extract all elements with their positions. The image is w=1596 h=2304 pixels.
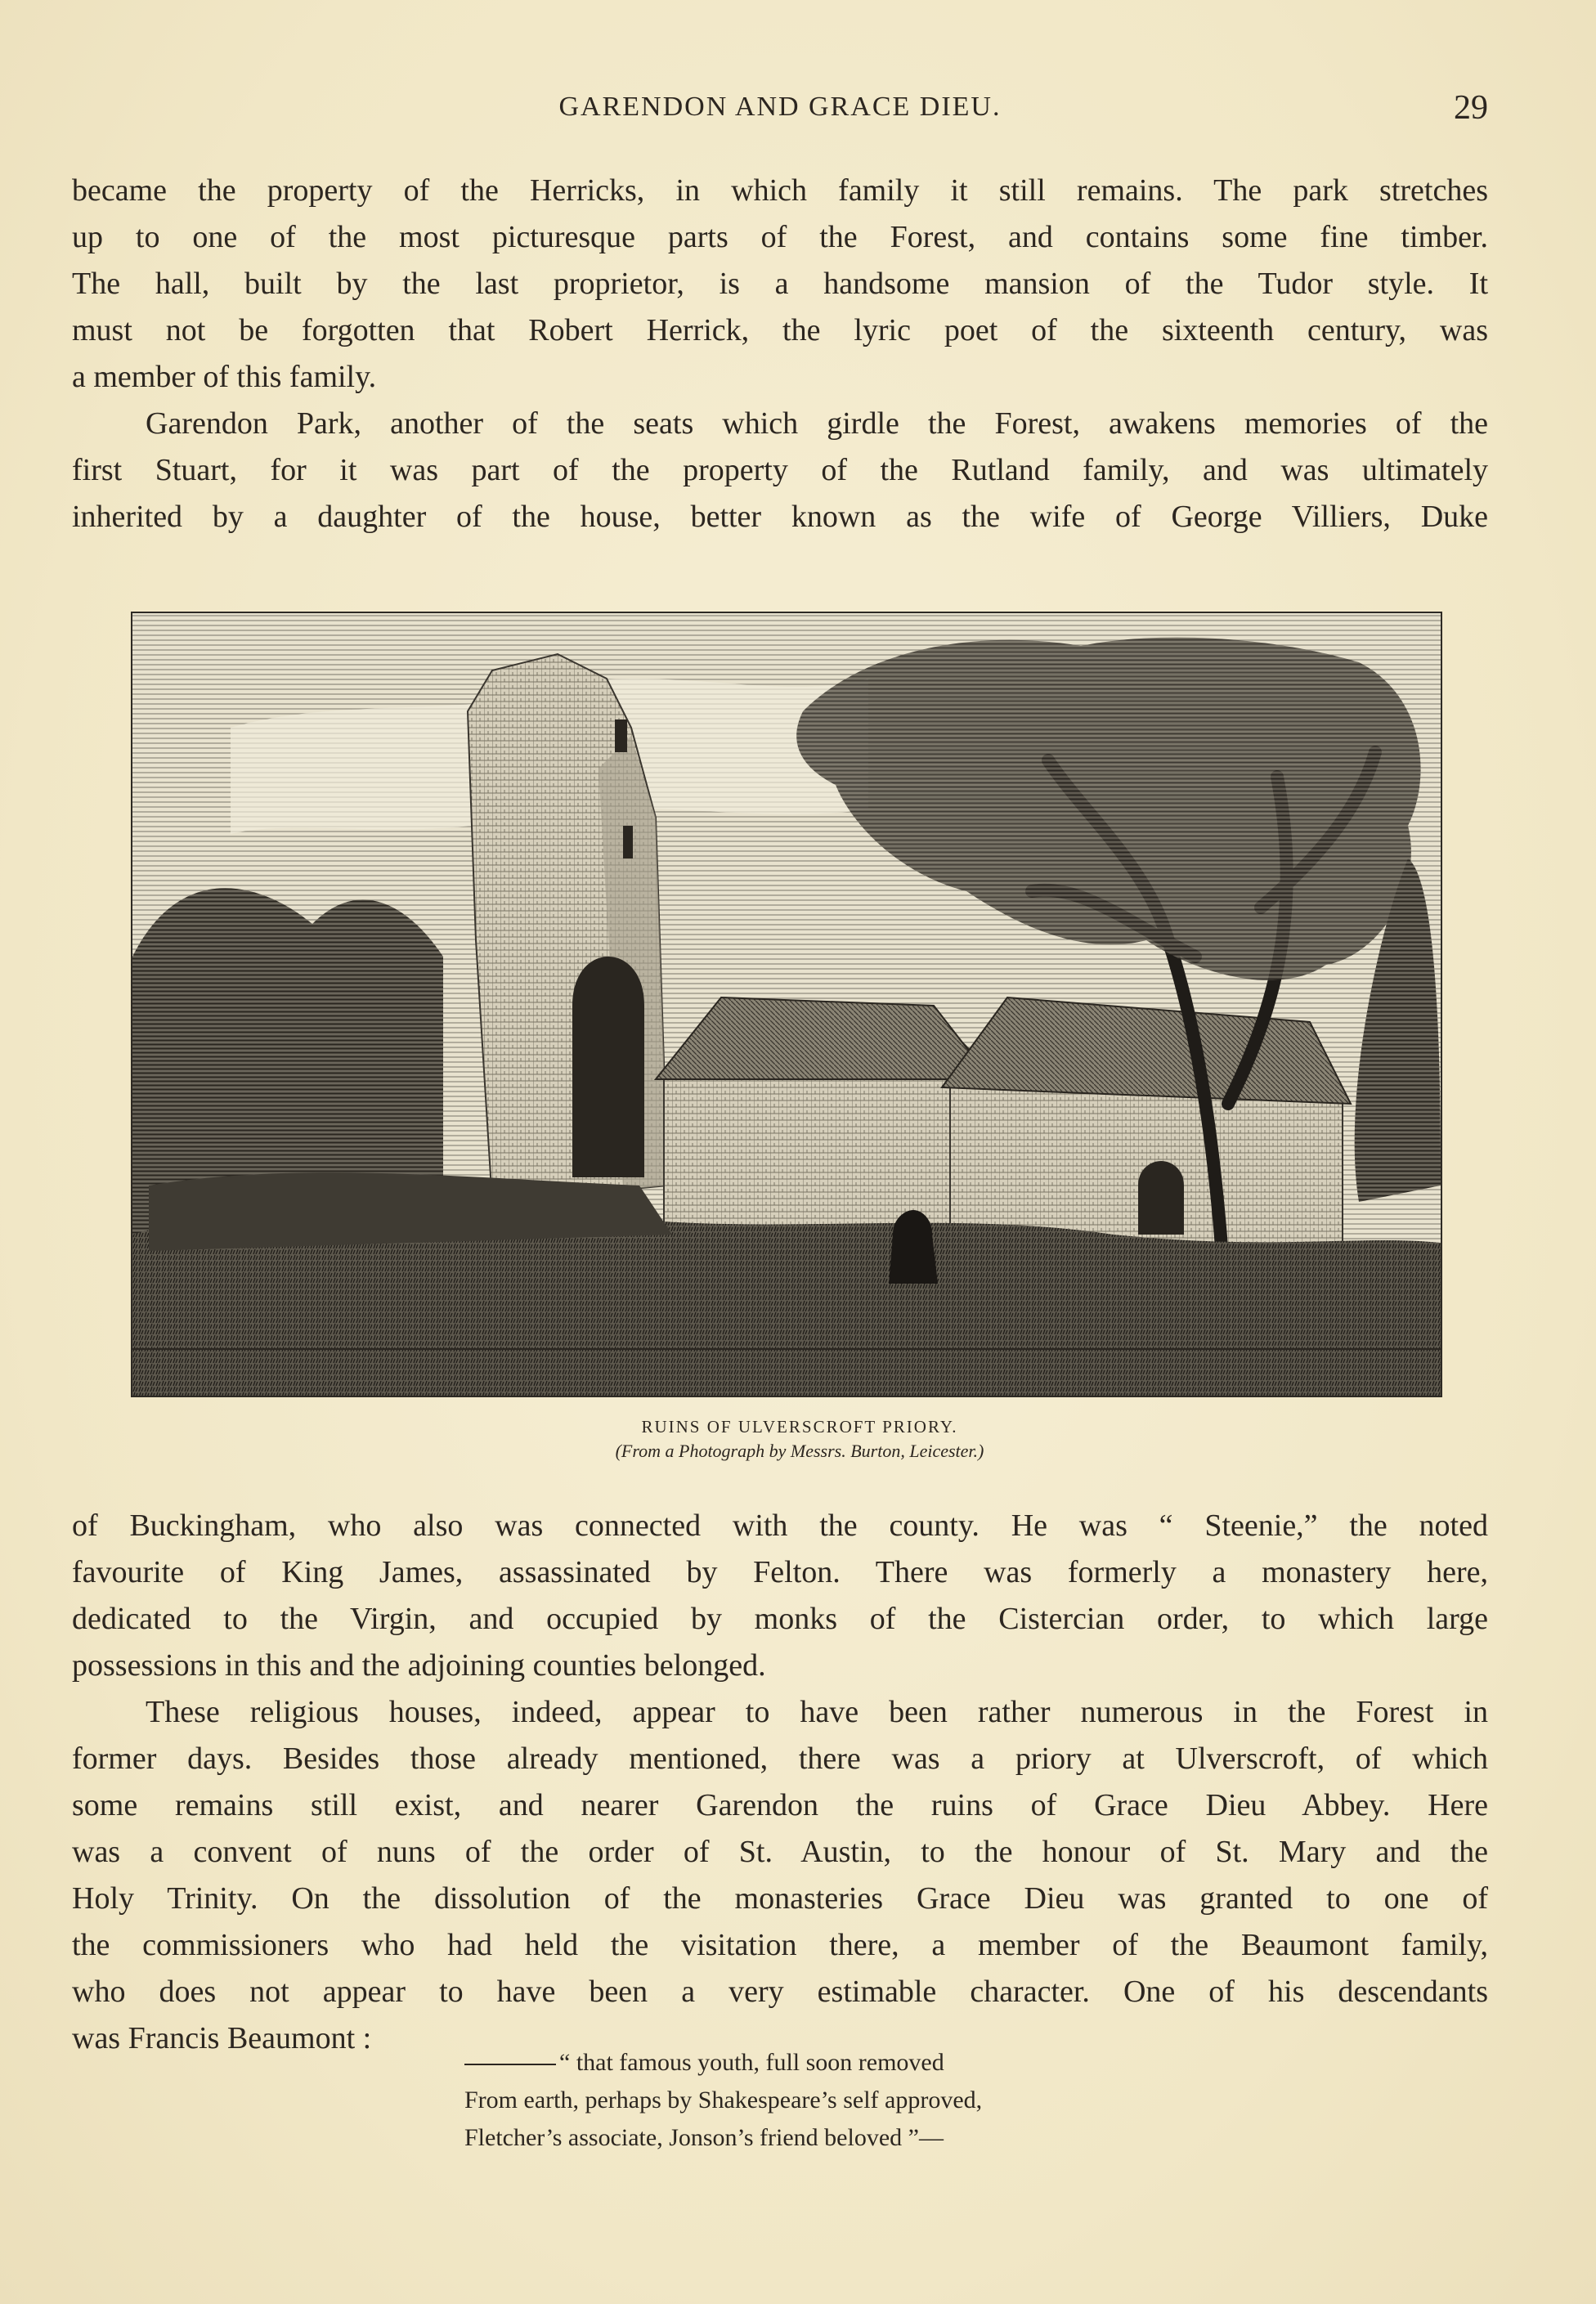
text-line: possessions in this and the adjoining counties belonged. <box>72 1648 766 1683</box>
text-line: the commissioners who had held the visitation there, a member of the Beaumont family, <box>72 1928 1488 1962</box>
verse-line-text: “ that famous youth, full soon removed <box>559 2049 944 2076</box>
top-text-block <box>72 168 1488 540</box>
text-line: was Francis Beaumont : <box>72 2021 372 2055</box>
text-line: some remains still exist, and nearer Garendon the ruins of Grace Dieu Abbey. Here <box>72 1788 1488 1822</box>
engraving-illustration <box>131 612 1442 1397</box>
verse-line <box>464 2044 1119 2082</box>
verse-quotation <box>464 2044 1119 2157</box>
running-title: GARENDON AND GRACE DIEU. <box>558 92 1002 122</box>
text-line: Holy Trinity. On the dissolution of the monasteries Grace Dieu was granted to one of <box>72 1881 1488 1916</box>
verse-dash <box>464 2064 556 2065</box>
text-line: a member of this family. <box>72 360 377 394</box>
text-line: was a convent of nuns of the order of St. Austin, to the honour of St. Mary and the <box>72 1835 1488 1869</box>
text-line: who does not appear to have been a very estimable character. One of his descendants <box>72 1975 1488 2009</box>
text-line: These religious houses, indeed, appear to have been rather numerous in the Forest in <box>146 1695 1488 1729</box>
text-line: of Buckingham, who also was connected with the county. He was “ Steenie,” the noted <box>72 1508 1488 1543</box>
page-header <box>72 89 1488 141</box>
verse-line: From earth, perhaps by Shakespeare’s self approved, <box>464 2087 983 2113</box>
text-line: The hall, built by the last proprietor, is a handsome mansion of the Tudor style. It <box>72 267 1488 301</box>
text-line: Garendon Park, another of the seats which girdle the Forest, awakens memories of the <box>146 406 1488 441</box>
bottom-text-block <box>72 1503 1488 2062</box>
text-line: inherited by a daughter of the house, better known as the wife of George Villiers, Duke <box>72 500 1488 534</box>
text-line: must not be forgotten that Robert Herrick, the lyric poet of the sixteenth century, was <box>72 313 1488 347</box>
figure-caption-title: RUINS OF ULVERSCROFT PRIORY. <box>641 1417 958 1437</box>
figure-caption-credit: (From a Photograph by Messrs. Burton, Leicester.) <box>615 1441 984 1461</box>
text-line: up to one of the most picturesque parts of the Forest, and contains some fine timber. <box>72 220 1488 254</box>
text-line: favourite of King James, assassinated by Felton. There was formerly a monastery here, <box>72 1555 1488 1589</box>
text-line: dedicated to the Virgin, and occupied by monks of the Cistercian order, to which large <box>72 1602 1488 1636</box>
page-number: 29 <box>1454 89 1488 127</box>
text-line: became the property of the Herricks, in which family it still remains. The park stretches <box>72 173 1488 208</box>
text-line: first Stuart, for it was part of the property of the Rutland family, and was ultimately <box>72 453 1488 487</box>
text-line: former days. Besides those already mentioned, there was a priory at Ulverscroft, of which <box>72 1741 1488 1776</box>
verse-line: Fletcher’s associate, Jonson’s friend beloved ”— <box>464 2124 944 2151</box>
